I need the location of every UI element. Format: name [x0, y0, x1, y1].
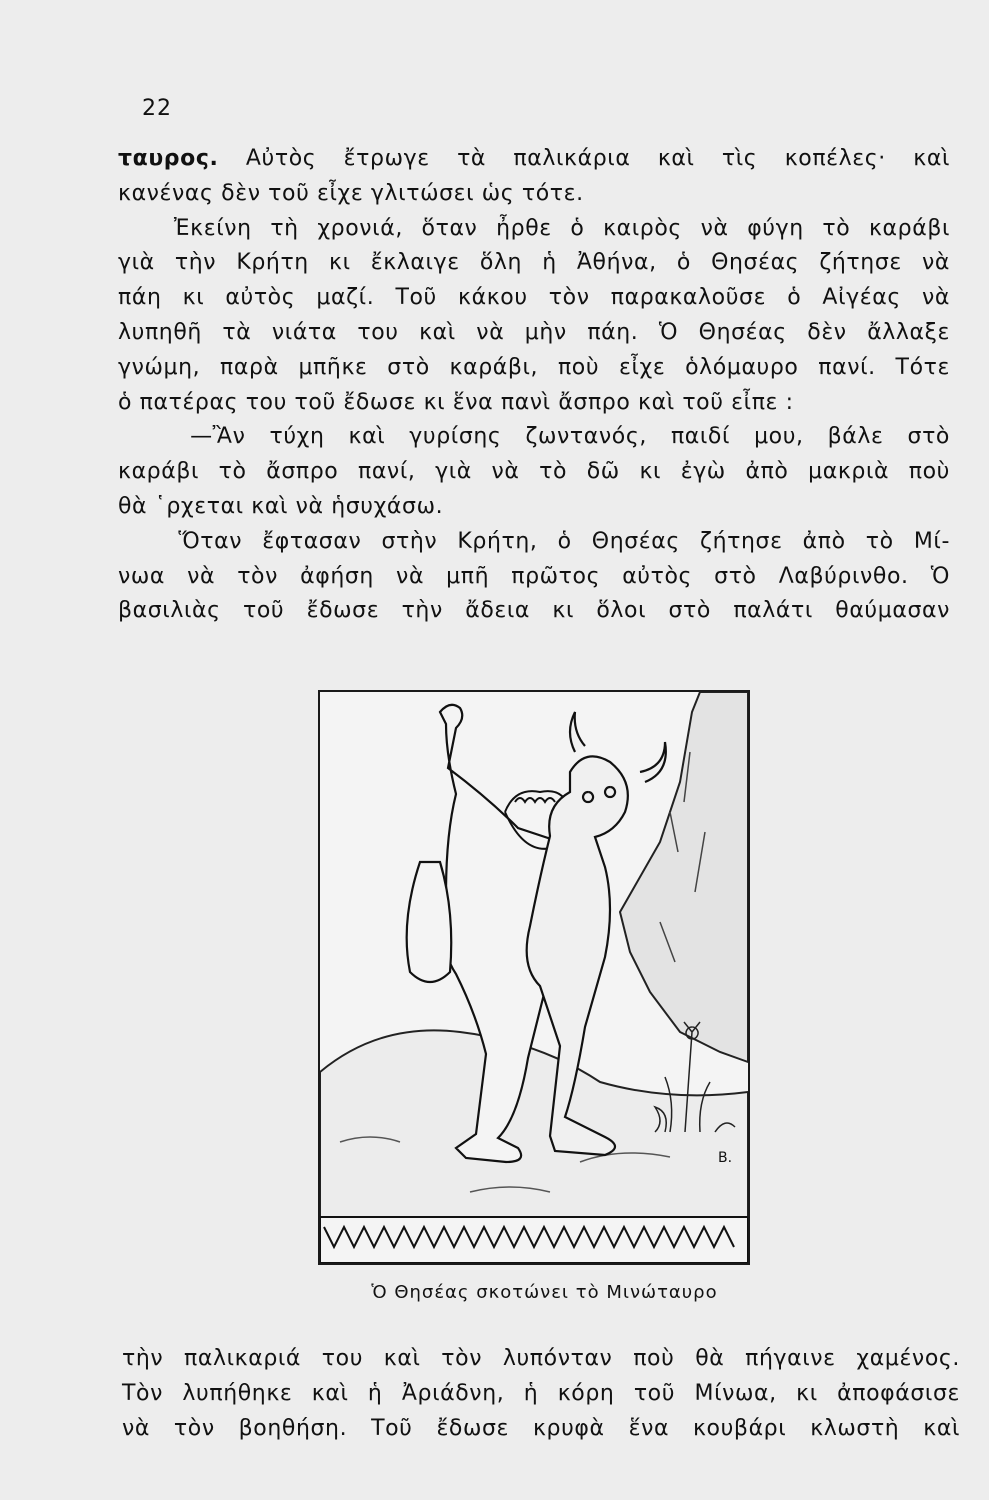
illustration-caption — [0, 1282, 989, 1303]
text-line: νωα νὰ τὸν ἀφήση νὰ μπῆ πρῶτος αὐτὸς στὸ Λαβύρινθο. Ὁ — [118, 563, 950, 589]
text-line: πάη κι αὐτὸς μαζί. Τοῦ κάκου τὸν παρακαλοῦσε ὁ Αἰγέας νὰ — [118, 285, 950, 311]
text-line — [118, 142, 950, 177]
text-line: Ὅταν ἔφτασαν στὴν Κρήτη, ὁ Θησέας ζήτησε ἀπὸ τὸ Μί- — [118, 528, 950, 554]
bold-word: ταυρος. — [118, 146, 219, 171]
text-line: βασιλιὰς τοῦ ἔδωσε τὴν ἄδεια κι ὅλοι στὸ παλάτι θαύμασαν — [118, 598, 950, 624]
text-line: Ἐκείνη τὴ χρονιά, ὅταν ἦρθε ὁ καιρὸς νὰ φύγη τὸ καράβι — [118, 215, 950, 241]
text-line: θὰ ῾ρχεται καὶ νὰ ἡσυχάσω. — [118, 493, 444, 519]
text-line: κανένας δὲν τοῦ εἶχε γλιτώσει ὡς τότε. — [118, 180, 584, 206]
text-line: Τὸν λυπήθηκε καὶ ἡ Ἀριάδνη, ἡ κόρη τοῦ Μίνωα, κι ἀποφάσισε — [122, 1380, 960, 1406]
text-line: λυπηθῆ τὰ νιάτα του καὶ νὰ μὴν πάη. Ὁ Θησέας δὲν ἄλλαξε — [118, 319, 950, 345]
text-line: νὰ τὸν βοηθήση. Τοῦ ἔδωσε κρυφὰ ἕνα κουβάρι κλωστὴ καὶ — [122, 1415, 960, 1441]
illustration-drawing — [320, 692, 748, 1263]
text-line-content: Αὐτὸς ἔτρωγε τὰ παλικάρια καὶ τὶς κοπέλες· καὶ — [218, 146, 950, 171]
rock-wall — [620, 692, 748, 1062]
text-line: τὴν παλικαριά του καὶ τὸν λυπόνταν ποὺ θὰ πήγαινε χαμένος. — [122, 1346, 960, 1371]
main-text-bottom — [122, 1342, 960, 1446]
text-line: —Ἂν τύχη καὶ γυρίσης ζωντανός, παιδί μου, βάλε στὸ — [118, 424, 950, 450]
caption-text: Ὁ Θησέας σκοτώνει τὸ Μινώταυρο — [371, 1282, 718, 1303]
zigzag-border — [320, 1217, 748, 1263]
text-line: καράβι τὸ ἄσπρο πανί, γιὰ νὰ τὸ δῶ κι ἐγὼ ἀπὸ μακριὰ ποὺ — [118, 459, 950, 485]
main-text-top — [118, 142, 950, 629]
page-number: 22 — [142, 96, 172, 121]
theseus-minotaur-illustration — [318, 690, 750, 1265]
text-line: γιὰ τὴν Κρήτη κι ἔκλαιγε ὅλη ἡ Ἀθήνα, ὁ Θησέας ζήτησε νὰ — [118, 250, 950, 276]
text-line: γνώμη, παρὰ μπῆκε στὸ καράβι, ποὺ εἶχε ὁλόμαυρο πανί. Τότε — [118, 354, 950, 380]
text-line: ὁ πατέρας του τοῦ ἔδωσε κι ἕνα πανὶ ἄσπρο καὶ τοῦ εἶπε : — [118, 389, 794, 415]
artist-signature: Β. — [718, 1150, 733, 1166]
